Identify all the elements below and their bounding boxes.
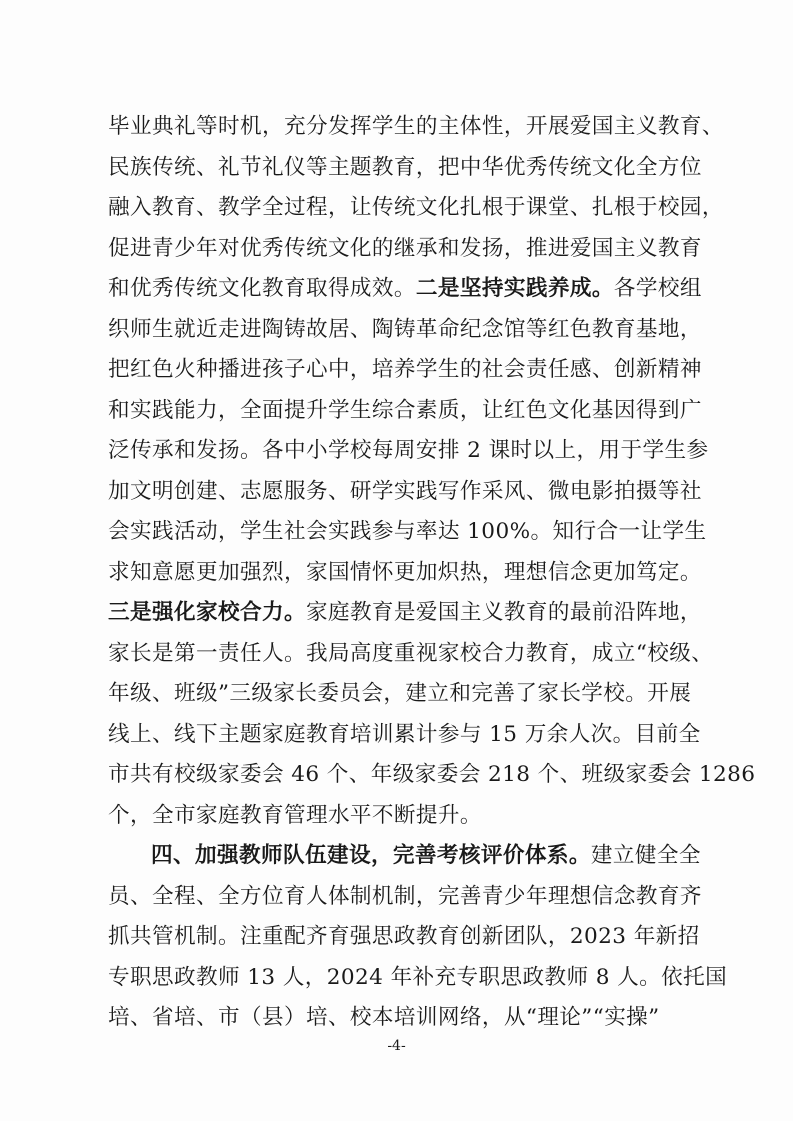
text-line [108, 998, 688, 1039]
text-segment: 和优秀传统文化教育取得成效。 [108, 276, 416, 301]
text-segment: 个，全市家庭教育管理水平不断提升。 [108, 802, 482, 828]
text-segment: 民族传统、礼节礼仪等主题教育，把中华优秀传统文化全方位 [108, 154, 702, 180]
text-line [108, 269, 702, 310]
text-line [108, 188, 724, 229]
text-line [108, 796, 688, 837]
text-segment: 市共有校级家委会 46 个、年级家委会 218 个、班级家委会 1286 [108, 762, 756, 787]
text-segment: 培、省培、市（县）培、校本培训网络，从“理论”“实操” [108, 1005, 660, 1030]
text-line [108, 472, 702, 513]
bold-heading-text: 四、加强教师队伍建设，完善考核评价体系。 [151, 843, 591, 868]
text-line [108, 917, 700, 958]
text-segment: 建立健全全 [590, 843, 701, 868]
text-segment: 加文明创建、志愿服务、研学实践写作采风、微电影拍摄等社 [108, 478, 702, 504]
text-line [108, 715, 701, 756]
text-line [108, 310, 702, 351]
text-line [108, 755, 756, 796]
text-line [108, 634, 714, 675]
text-segment: 家长是第一责任人。我局高度重视家校合力教育，成立“校级、 [108, 640, 714, 666]
text-segment: 和实践能力，全面提升学生综合素质，让红色文化基因得到广 [108, 397, 702, 423]
text-segment: 线上、线下主题家庭教育培训累计参与 15 万余人次。目前全 [108, 721, 701, 747]
text-line [108, 836, 701, 877]
text-line [108, 553, 702, 594]
text-line [108, 512, 707, 553]
text-segment: 把红色火种播进孩子心中，培养学生的社会责任感、创新精神 [108, 357, 702, 382]
text-line [108, 674, 692, 715]
text-line [108, 593, 702, 634]
text-line [108, 350, 702, 391]
text-line [108, 148, 702, 189]
text-segment: 年级、班级”三级家长委员会，建立和完善了家长学校。开展 [108, 681, 692, 706]
body-text [108, 107, 756, 1039]
text-segment: 员、全程、全方位育人体制机制，完善青少年理想信念教育齐 [108, 883, 702, 909]
bold-heading-text: 三是强化家校合力。 [108, 600, 306, 625]
text-segment: 家庭教育是爱国主义教育的最前沿阵地， [305, 600, 702, 625]
text-segment: 会实践活动，学生社会实践参与率达 100%。知行合一让学生 [108, 519, 707, 544]
text-segment: 抓共管机制。注重配齐育强思政教育创新团队，2023 年新招 [108, 924, 700, 949]
page-number: -4- [387, 1038, 406, 1054]
text-line [108, 431, 709, 472]
text-line [108, 877, 702, 918]
text-line [108, 229, 702, 270]
text-segment: 毕业典礼等时机，充分发挥学生的主体性，开展爱国主义教育、 [108, 114, 724, 139]
text-segment: 融入教育、教学全过程，让传统文化扎根于课堂、扎根于校园， [108, 195, 724, 220]
bold-heading-text: 二是坚持实践养成。 [415, 276, 614, 301]
text-segment: 泛传承和发扬。各中小学校每周安排 2 课时以上，用于学生参 [108, 438, 709, 463]
text-line [108, 958, 728, 999]
text-segment: 专职思政教师 13 人，2024 年补充专职思政教师 8 人。依托国 [108, 964, 728, 990]
text-line [108, 391, 702, 432]
text-segment: 促进青少年对优秀传统文化的继承和发扬，推进爱国主义教育 [108, 235, 702, 261]
text-segment: 织师生就近走进陶铸故居、陶铸革命纪念馆等红色教育基地， [108, 316, 702, 342]
text-segment: 各学校组 [613, 276, 702, 301]
paragraph [108, 836, 728, 1039]
text-line [108, 107, 724, 148]
text-segment: 求知意愿更加强烈，家国情怀更加炽热，理想信念更加笃定。 [108, 559, 702, 585]
paragraph [108, 107, 756, 836]
